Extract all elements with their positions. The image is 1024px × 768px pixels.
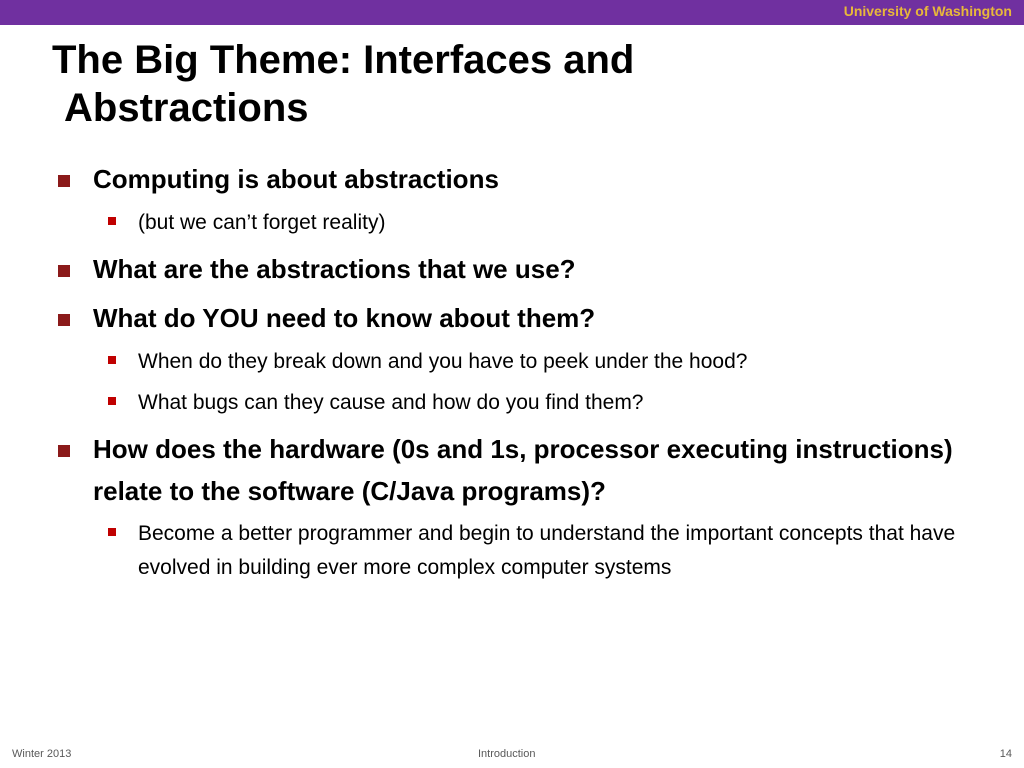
sub-bullet-text: What bugs can they cause and how do you find them? (138, 391, 644, 414)
square-sub-bullet-icon (108, 528, 116, 536)
sub-bullet-text: When do they break down and you have to peek under the hood? (138, 350, 748, 373)
footer-page-number: 14 (999, 748, 1012, 760)
square-bullet-icon (58, 265, 70, 277)
institution-name: University of Washington (843, 3, 1012, 19)
slide-title-line-2: Abstractions (64, 86, 309, 130)
square-bullet-icon (58, 175, 70, 187)
square-sub-bullet-icon (108, 356, 116, 364)
square-bullet-icon (58, 445, 70, 457)
bullet-text: What do YOU need to know about them? (93, 303, 596, 333)
slide-title-line-1: The Big Theme: Interfaces and (52, 38, 635, 82)
bullet-text: What are the abstractions that we use? (93, 254, 576, 284)
footer-term: Winter 2013 (12, 748, 72, 760)
square-sub-bullet-icon (108, 217, 116, 225)
square-bullet-icon (58, 314, 70, 326)
square-sub-bullet-icon (108, 397, 116, 405)
sub-bullet-text: Become a better programmer and begin to understand the important concepts that have evolved in building ever more complex computer systems (138, 522, 956, 579)
bullet-text: Computing is about abstractions (93, 164, 499, 194)
footer-section: Introduction (478, 748, 536, 760)
bullet-text: How does the hardware (0s and 1s, processor executing instructions) relate to the software (C/Java programs)? (93, 434, 953, 506)
sub-bullet-text: (but we can’t forget reality) (138, 211, 386, 234)
